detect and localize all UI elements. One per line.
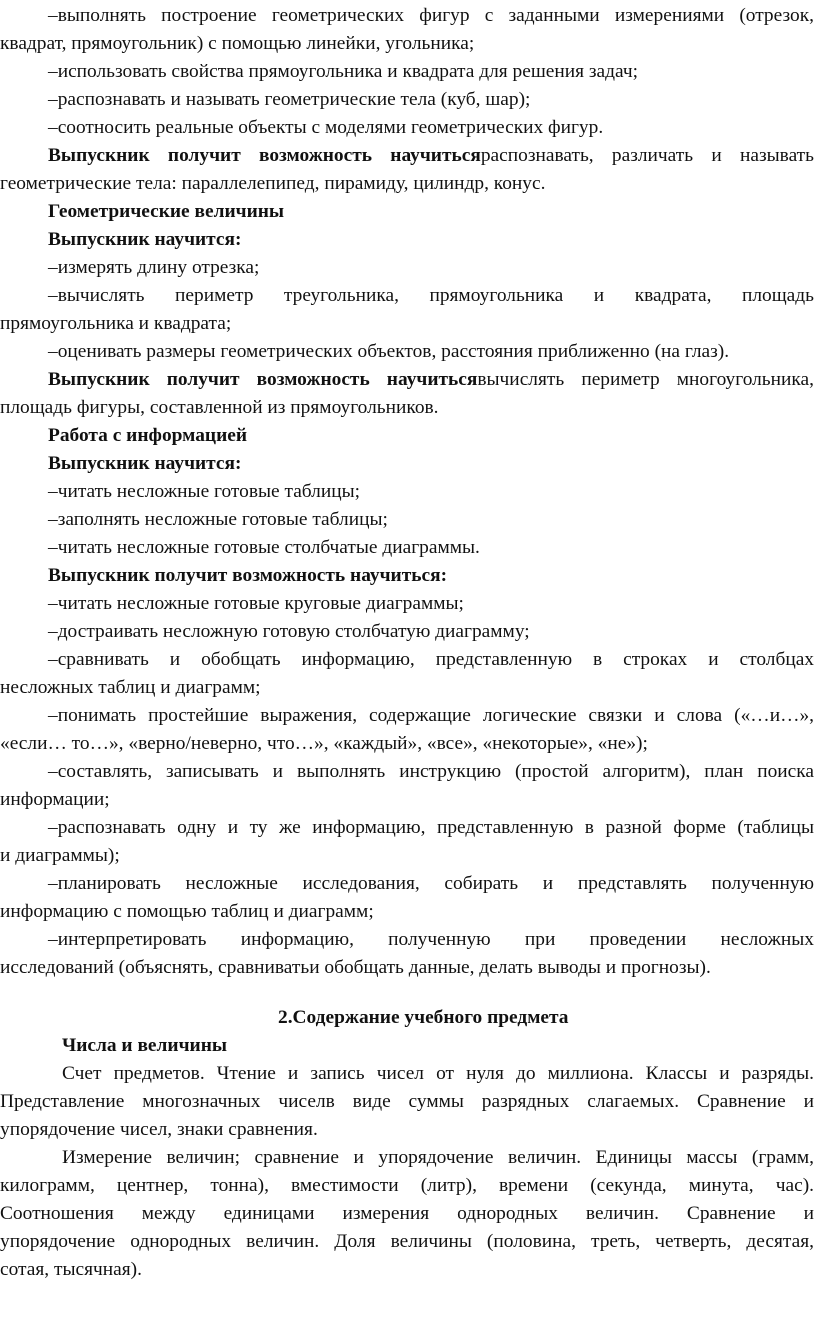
body-text: площадь фигуры, составленной из прямоугольников. (0, 397, 439, 418)
text-line (0, 1200, 814, 1228)
bold-text: Выпускник получит возможность научиться (48, 369, 478, 390)
body-text: –выполнять построение геометрических фигур с заданными измерениями (отрезок, (48, 5, 814, 26)
text-line (48, 478, 360, 506)
bold-text: Работа с информацией (48, 425, 248, 446)
text-line (48, 450, 242, 478)
text-line (48, 590, 464, 618)
text-line (62, 1032, 227, 1060)
body-text: –читать несложные готовые таблицы; (48, 481, 361, 502)
text-line (48, 758, 814, 786)
body-text: –измерять длину отрезка; (48, 257, 260, 278)
text-line (48, 282, 814, 310)
text-line (0, 310, 231, 338)
body-text: и диаграммы); (0, 845, 120, 866)
body-text: –сравнивать и обобщать информацию, представленную в строках и столбцах (48, 649, 814, 670)
body-text: вычислять периметр многоугольника, (477, 369, 814, 390)
body-text: –вычислять периметр треугольника, прямоугольника и квадрата, площадь (48, 285, 814, 306)
text-line (48, 86, 530, 114)
text-line (0, 1228, 814, 1256)
text-line (0, 170, 545, 198)
body-text: –достраивать несложную готовую столбчатую диаграмму; (48, 621, 530, 642)
text-line (0, 1172, 814, 1200)
text-line (0, 842, 120, 870)
text-line (48, 702, 814, 730)
text-line (62, 1144, 814, 1172)
text-line (48, 534, 480, 562)
text-line (48, 814, 814, 842)
body-text: прямоугольника и квадрата; (0, 313, 232, 334)
bold-text: 2.Содержание учебного предмета (278, 1007, 569, 1028)
body-text: –использовать свойства прямоугольника и квадрата для решения задач; (48, 61, 638, 82)
body-text: упорядочение однородных величин. Доля величины (половина, треть, четверть, десятая, (0, 1231, 814, 1252)
body-text: –планировать несложные исследования, собирать и представлять полученную (48, 873, 814, 894)
bold-text: Выпускник научится: (48, 229, 242, 250)
body-text: –составлять, записывать и выполнять инструкцию (простой алгоритм), план поиска (48, 761, 814, 782)
body-text: –соотносить реальные объекты с моделями геометрических фигур. (48, 117, 604, 138)
body-text: распознавать, различать и называть (480, 145, 814, 166)
body-text: Измерение величин; сравнение и упорядочение величин. Единицы массы (грамм, (62, 1147, 814, 1168)
text-line (48, 562, 447, 590)
body-text: килограмм, центнер, тонна), вместимости (литр), времени (секунда, минута, час). (0, 1175, 814, 1196)
body-text: –читать несложные готовые столбчатые диаграммы. (48, 537, 480, 558)
body-text: упорядочение чисел, знаки сравнения. (0, 1119, 318, 1140)
body-text: Представление многозначных чиселв виде суммы разрядных слагаемых. Сравнение и (0, 1091, 814, 1112)
text-line (0, 1088, 814, 1116)
bold-text: Выпускник получит возможность научиться (48, 145, 481, 166)
bold-text: Выпускник научится: (48, 453, 242, 474)
text-line (48, 870, 814, 898)
text-line (0, 1256, 142, 1284)
text-line (48, 198, 284, 226)
body-text: геометрические тела: параллелепипед, пирамиду, цилиндр, конус. (0, 173, 546, 194)
text-line (0, 1116, 318, 1144)
body-text: –оценивать размеры геометрических объектов, расстояния приближенно (на глаз). (48, 341, 730, 362)
body-text: –распознавать и называть геометрические тела (куб, шар); (48, 89, 531, 110)
bold-text: Выпускник получит возможность научиться: (48, 565, 448, 586)
body-text: информацию с помощью таблиц и диаграмм; (0, 901, 374, 922)
text-line (48, 58, 638, 86)
body-text: Соотношения между единицами измерения однородных величин. Сравнение и (0, 1203, 814, 1224)
text-line (48, 422, 247, 450)
body-text: –распознавать одну и ту же информацию, представленную в разной форме (таблицы (48, 817, 814, 838)
body-text: несложных таблиц и диаграмм; (0, 677, 261, 698)
bold-text: Числа и величины (62, 1035, 228, 1056)
body-text: –понимать простейшие выражения, содержащие логические связки и слова («…и…», (48, 705, 814, 726)
body-text: исследований (объяснять, сравниватьи обобщать данные, делать выводы и прогнозы). (0, 957, 711, 978)
text-line (0, 394, 439, 422)
text-line (48, 506, 388, 534)
text-line (48, 338, 729, 366)
text-line (0, 674, 261, 702)
bold-text: Геометрические величины (48, 201, 285, 222)
text-line (48, 366, 814, 394)
body-text: «если… то…», «верно/неверно, что…», «каждый», «все», «некоторые», «не»); (0, 733, 648, 754)
text-line (48, 142, 814, 170)
text-line (0, 954, 711, 982)
text-line (48, 226, 242, 254)
body-text: Счет предметов. Чтение и запись чисел от нуля до миллиона. Классы и разряды. (62, 1063, 814, 1084)
text-line (48, 114, 603, 142)
text-line (62, 1060, 814, 1088)
text-line (0, 30, 474, 58)
text-line (48, 646, 814, 674)
text-line (48, 926, 814, 954)
body-text: квадрат, прямоугольник) с помощью линейки, угольника; (0, 33, 475, 54)
text-line (48, 618, 530, 646)
body-text: информации; (0, 789, 110, 810)
body-text: сотая, тысячная). (0, 1259, 142, 1280)
body-text: –читать несложные готовые круговые диаграммы; (48, 593, 464, 614)
text-line (0, 898, 374, 926)
text-line (48, 2, 814, 30)
body-text: –заполнять несложные готовые таблицы; (48, 509, 388, 530)
text-line (278, 1004, 569, 1032)
text-line (0, 730, 648, 758)
text-line (0, 786, 110, 814)
text-line (48, 254, 259, 282)
body-text: –интерпретировать информацию, полученную при проведении несложных (48, 929, 814, 950)
